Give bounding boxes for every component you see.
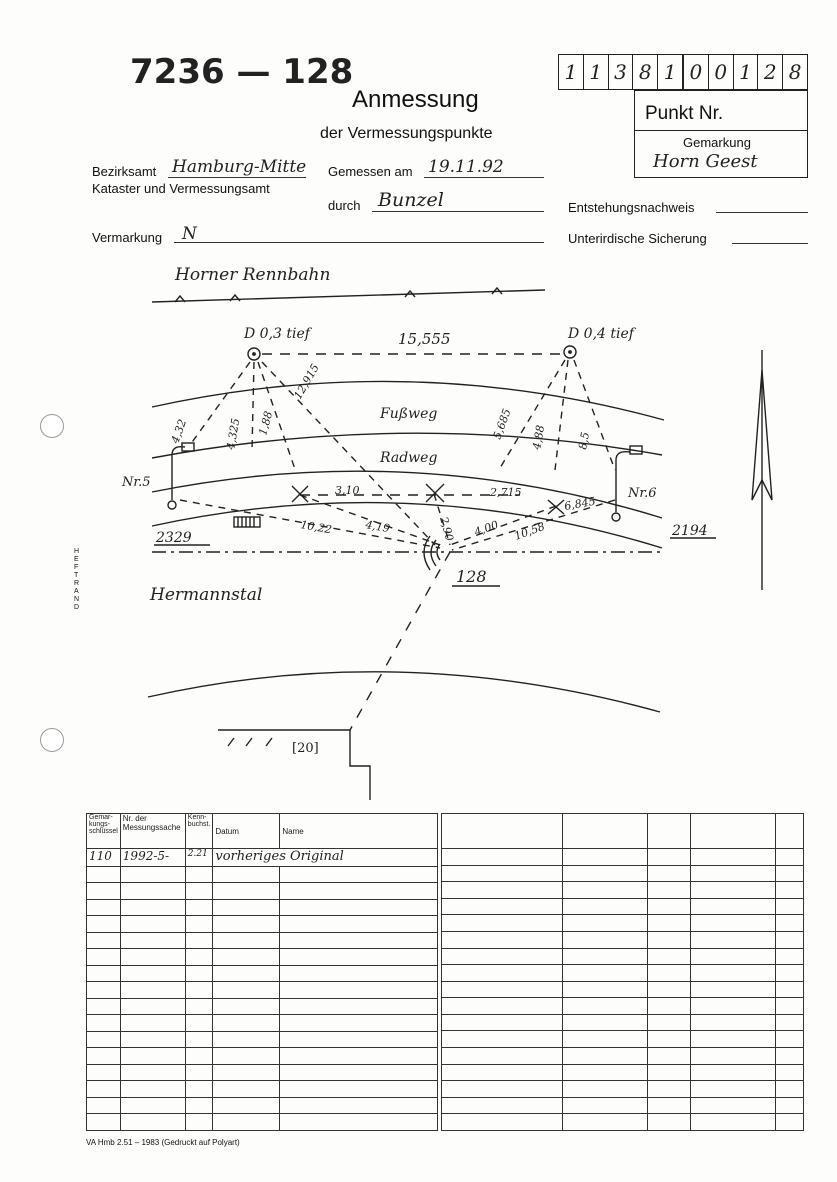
table-cell xyxy=(776,1014,804,1031)
measurement-label: 4,00 xyxy=(472,518,501,539)
table-cell xyxy=(120,949,185,966)
table-cell xyxy=(648,915,691,932)
table-cell xyxy=(120,982,185,999)
table-cell xyxy=(691,1064,776,1081)
table-cell xyxy=(648,882,691,899)
table-cell xyxy=(442,1047,563,1064)
table-cell xyxy=(776,1031,804,1048)
table-cell xyxy=(280,1048,438,1065)
table-cell xyxy=(185,998,213,1015)
measurement-label: 6,845 xyxy=(563,494,597,513)
table-cell xyxy=(185,965,213,982)
row1-nr: 1992-5- xyxy=(120,849,185,867)
imprint: VA Hmb 2.51 – 1983 (Gedruckt auf Polyart) xyxy=(86,1138,240,1147)
table-cell xyxy=(280,1031,438,1048)
table-cell xyxy=(648,865,691,882)
table-cell xyxy=(691,1014,776,1031)
point-number: 128 xyxy=(456,567,487,586)
th-name: Name xyxy=(280,814,438,849)
table-cell xyxy=(87,982,121,999)
table-cell xyxy=(280,1097,438,1114)
table-cell xyxy=(563,882,648,899)
table-cell xyxy=(213,965,280,982)
table-cell xyxy=(87,1097,121,1114)
table-cell xyxy=(776,1064,804,1081)
measurement-label: 12,915 xyxy=(291,361,322,402)
table-cell xyxy=(776,882,804,899)
table-cell xyxy=(87,1031,121,1048)
table-cell xyxy=(120,916,185,933)
table-cell xyxy=(185,883,213,900)
table-cell xyxy=(442,981,563,998)
table-cell xyxy=(120,883,185,900)
table-cell xyxy=(691,915,776,932)
table-cell xyxy=(213,1097,280,1114)
table-cell xyxy=(776,915,804,932)
measurement-label: 1,88 xyxy=(256,409,276,437)
table-cell xyxy=(185,1064,213,1081)
table-cell xyxy=(87,1064,121,1081)
punkt-digit: 1 xyxy=(564,60,578,84)
table-cell xyxy=(213,982,280,999)
row1-datum: vorheriges Original xyxy=(213,849,438,867)
table-cell xyxy=(442,1081,563,1098)
measurement-label: 8,5 xyxy=(576,431,592,451)
table-cell xyxy=(563,1081,648,1098)
table-cell xyxy=(691,865,776,882)
table-cell xyxy=(691,948,776,965)
entstehung-label: Entstehungsnachweis xyxy=(568,200,695,215)
table-cell xyxy=(563,998,648,1015)
table-cell xyxy=(120,1048,185,1065)
table-cell xyxy=(442,1097,563,1114)
table-cell xyxy=(776,998,804,1015)
table-cell xyxy=(648,849,691,866)
table-cell xyxy=(691,932,776,949)
table-cell xyxy=(691,898,776,915)
table-cell xyxy=(648,981,691,998)
table-cell xyxy=(87,1015,121,1032)
table-cell xyxy=(120,1081,185,1098)
point-left: D 0,3 tief xyxy=(244,326,310,342)
table-cell xyxy=(213,1114,280,1131)
table-cell xyxy=(213,949,280,966)
table-cell xyxy=(563,898,648,915)
table-cell xyxy=(776,965,804,982)
form-subtitle: der Vermessungspunkte xyxy=(320,125,493,142)
durch-value: Bunzel xyxy=(378,189,444,211)
table-cell xyxy=(120,1097,185,1114)
path-foot: Fußweg xyxy=(380,406,438,422)
table-cell xyxy=(213,866,280,883)
table-cell xyxy=(691,1097,776,1114)
path-bike: Radweg xyxy=(380,450,438,466)
bezirksamt-label: Bezirksamt xyxy=(92,164,157,179)
table-cell xyxy=(563,932,648,949)
table-cell xyxy=(648,898,691,915)
punkt-digit: 2 xyxy=(757,55,782,89)
gemessen-value: 19.11.92 xyxy=(428,157,504,177)
table-cell xyxy=(648,998,691,1015)
gemarkung-value: Horn Geest xyxy=(653,151,758,172)
punkt-digit: 0 xyxy=(682,55,708,89)
table-cell xyxy=(442,998,563,1015)
table-cell xyxy=(648,1081,691,1098)
table-cell xyxy=(185,1097,213,1114)
table-cell xyxy=(442,965,563,982)
table-cell xyxy=(563,915,648,932)
table-cell xyxy=(87,1081,121,1098)
table-cell xyxy=(442,849,563,866)
table-cell xyxy=(87,883,121,900)
table-cell xyxy=(442,882,563,899)
vermarkung-value: N xyxy=(182,224,197,244)
table-cell xyxy=(691,1081,776,1098)
table-cell xyxy=(691,1031,776,1048)
kataster-label: Kataster und Vermessungsamt xyxy=(92,181,270,196)
gemarkung-label: Gemarkung xyxy=(683,135,751,150)
punkt-digit: 1 xyxy=(583,55,608,89)
table-cell xyxy=(120,998,185,1015)
table-cell xyxy=(185,1048,213,1065)
measurement-label: 2,715 xyxy=(490,486,522,499)
table-cell xyxy=(563,849,648,866)
table-cell xyxy=(280,949,438,966)
table-cell xyxy=(87,899,121,916)
table-cell xyxy=(87,866,121,883)
table-cell xyxy=(563,965,648,982)
table-cell xyxy=(87,965,121,982)
table-cell xyxy=(120,965,185,982)
table-cell xyxy=(280,982,438,999)
table-cell xyxy=(563,981,648,998)
table-cell xyxy=(442,1114,563,1131)
table-cell xyxy=(563,1014,648,1031)
heftrand-label: HEFTRAND xyxy=(74,548,80,611)
table-cell xyxy=(280,916,438,933)
table-cell xyxy=(185,1031,213,1048)
table-cell xyxy=(648,965,691,982)
table-cell xyxy=(563,1097,648,1114)
table-cell xyxy=(87,932,121,949)
left-ref: 2329 xyxy=(156,530,192,546)
file-number: 7236 — 128 xyxy=(130,52,354,92)
bracket-label: [20] xyxy=(292,741,319,756)
table-cell xyxy=(87,949,121,966)
table-cell xyxy=(280,866,438,883)
table-cell xyxy=(442,865,563,882)
table-cell xyxy=(185,982,213,999)
measurement-label: 10,58 xyxy=(512,519,547,543)
punkt-digit: 3 xyxy=(608,55,633,89)
table-cell xyxy=(213,916,280,933)
table-cell xyxy=(280,1064,438,1081)
table-cell xyxy=(442,932,563,949)
record-table-left xyxy=(86,813,438,1131)
table-cell xyxy=(280,1114,438,1131)
table-cell xyxy=(648,1031,691,1048)
table-cell xyxy=(648,1064,691,1081)
table-cell xyxy=(648,932,691,949)
table-cell xyxy=(442,1031,563,1048)
table-cell xyxy=(87,1048,121,1065)
table-cell xyxy=(563,1064,648,1081)
table-cell xyxy=(648,1014,691,1031)
table-cell xyxy=(213,1015,280,1032)
th-kennbuchst: Kenn-buchst. xyxy=(185,814,213,849)
table-cell xyxy=(87,1114,121,1131)
th-datum: Datum xyxy=(213,814,280,849)
table-cell xyxy=(185,1081,213,1098)
table-cell xyxy=(691,849,776,866)
table-cell xyxy=(280,883,438,900)
punkt-digit: 1 xyxy=(657,55,682,89)
table-cell xyxy=(213,1031,280,1048)
table-cell xyxy=(185,899,213,916)
measurement-label: 3,10 xyxy=(335,484,360,497)
table-cell xyxy=(280,1081,438,1098)
table-cell xyxy=(776,948,804,965)
table-cell xyxy=(648,1047,691,1064)
punkt-label: Punkt Nr. xyxy=(645,103,724,124)
measurement-label: 10,22 xyxy=(299,518,333,537)
row1-gemarkung: 110 xyxy=(87,849,121,867)
table-cell xyxy=(87,916,121,933)
measurement-label: 4,88 xyxy=(530,424,548,451)
measurement-label: 4,325 xyxy=(224,417,243,451)
row1-kenn: 2.21 xyxy=(185,849,213,867)
punkt-digit: 1 xyxy=(733,55,758,89)
table-cell xyxy=(776,932,804,949)
vermarkung-label: Vermarkung xyxy=(92,230,163,245)
table-cell xyxy=(120,1064,185,1081)
table-cell xyxy=(563,948,648,965)
table-cell xyxy=(280,965,438,982)
punkt-digit: 0 xyxy=(708,55,733,89)
table-cell xyxy=(442,1014,563,1031)
table-cell xyxy=(691,1114,776,1131)
table-cell xyxy=(280,998,438,1015)
right-ref: 2194 xyxy=(672,523,708,539)
table-cell xyxy=(648,1114,691,1131)
table-cell xyxy=(213,1064,280,1081)
table-cell xyxy=(87,998,121,1015)
measurement-label: 4,19 xyxy=(364,518,391,536)
table-cell xyxy=(213,998,280,1015)
measurement-label: 2,90 xyxy=(437,515,457,543)
table-cell xyxy=(442,1064,563,1081)
table-cell xyxy=(691,882,776,899)
table-cell xyxy=(776,865,804,882)
table-cell xyxy=(185,1114,213,1131)
table-cell xyxy=(120,899,185,916)
table-cell xyxy=(213,899,280,916)
table-cell xyxy=(185,932,213,949)
lamp-left: Nr.5 xyxy=(122,475,151,490)
punkt-digit: 8 xyxy=(632,55,657,89)
table-cell xyxy=(185,866,213,883)
point-right: D 0,4 tief xyxy=(568,326,634,342)
table-cell xyxy=(691,1047,776,1064)
table-cell xyxy=(185,1015,213,1032)
table-cell xyxy=(776,1081,804,1098)
table-cell xyxy=(563,1047,648,1064)
table-cell xyxy=(120,1031,185,1048)
table-cell xyxy=(213,1048,280,1065)
table-cell xyxy=(691,998,776,1015)
table-cell xyxy=(776,849,804,866)
table-cell xyxy=(120,932,185,949)
punkt-digit: 8 xyxy=(782,55,807,89)
table-cell xyxy=(280,932,438,949)
sicherung-label: Unterirdische Sicherung xyxy=(568,231,707,246)
table-cell xyxy=(776,1097,804,1114)
table-cell xyxy=(120,1015,185,1032)
table-cell xyxy=(648,1097,691,1114)
record-table-right xyxy=(441,813,804,1131)
th-messungssache: Nr. der Messungssache xyxy=(120,814,185,849)
table-cell xyxy=(442,898,563,915)
table-cell xyxy=(442,948,563,965)
table-cell xyxy=(280,1015,438,1032)
table-cell xyxy=(120,866,185,883)
table-cell xyxy=(776,981,804,998)
table-cell xyxy=(185,916,213,933)
table-cell xyxy=(280,899,438,916)
gemessen-label: Gemessen am xyxy=(328,164,413,179)
table-cell xyxy=(213,1081,280,1098)
measurement-label: 5,685 xyxy=(490,406,514,442)
table-cell xyxy=(563,1031,648,1048)
table-cell xyxy=(648,948,691,965)
table-cell xyxy=(691,965,776,982)
table-cell xyxy=(691,981,776,998)
th-gemarkung: Gemar-kungs-schlüssel xyxy=(87,814,121,849)
form-title: Anmessung xyxy=(352,86,479,113)
table-cell xyxy=(563,1114,648,1131)
lamp-right: Nr.6 xyxy=(628,486,657,501)
street-top: Horner Rennbahn xyxy=(175,265,331,285)
table-cell xyxy=(442,915,563,932)
durch-label: durch xyxy=(328,198,361,213)
top-distance: 15,555 xyxy=(398,330,451,348)
table-cell xyxy=(213,883,280,900)
table-cell xyxy=(213,932,280,949)
table-cell xyxy=(776,1114,804,1131)
measurement-label: 4,32 xyxy=(168,417,190,446)
bezirksamt-value: Hamburg-Mitte xyxy=(172,157,307,177)
table-cell xyxy=(776,1047,804,1064)
table-cell xyxy=(776,898,804,915)
table-cell xyxy=(120,1114,185,1131)
street-bottom: Hermannstal xyxy=(150,585,263,605)
table-cell xyxy=(563,865,648,882)
table-cell xyxy=(185,949,213,966)
